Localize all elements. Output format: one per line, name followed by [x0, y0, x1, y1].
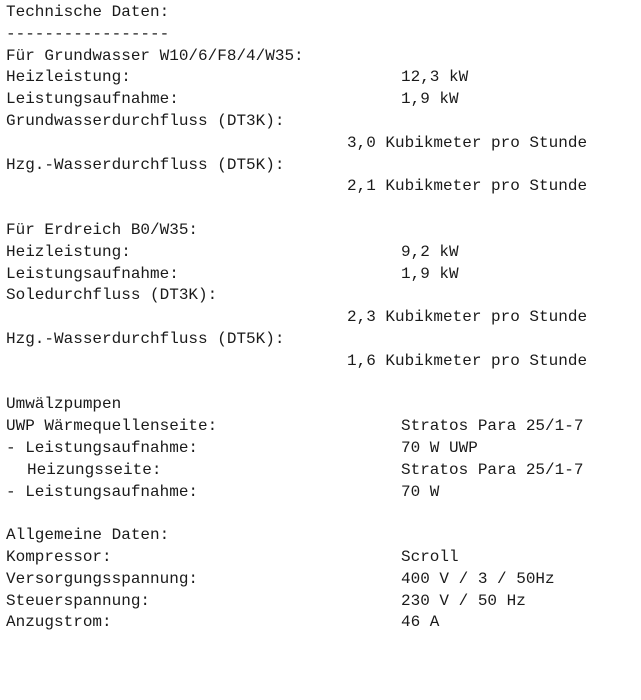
allgemein-kompressor-label: Kompressor: — [6, 547, 112, 566]
allgemein-heading-row — [6, 525, 636, 547]
pumpen-waermequelle-value: Stratos Para 25/1-7 — [401, 417, 584, 436]
allgemein-kompressor-value: Scroll — [401, 547, 459, 566]
pumpen-heizung-leistung-row — [6, 482, 636, 504]
allgemein-steuer-value: 230 V / 50 Hz — [401, 591, 526, 610]
allgemein-anzug-row — [6, 612, 636, 634]
allgemein-versorgung-label: Versorgungsspannung: — [6, 569, 199, 588]
erdreich-hzg-label: Hzg.-Wasserdurchfluss (DT5K): — [6, 329, 285, 348]
pumpen-heizung-leistung-value: 70 W — [401, 482, 440, 501]
allgemein-kompressor-row — [6, 547, 636, 569]
grundwasser-durchfluss-value-row — [6, 133, 636, 155]
grundwasser-leistungsaufnahme-label: Leistungsaufnahme: — [6, 90, 179, 109]
erdreich-hzg-label-row — [6, 329, 636, 351]
pumpen-waermequelle-label: UWP Wärmequellenseite: — [6, 417, 218, 436]
allgemein-steuer-row — [6, 591, 636, 613]
pumpen-heading: Umwälzpumpen — [6, 395, 122, 414]
blank-line — [6, 373, 636, 395]
grundwasser-leistungsaufnahme-row — [6, 89, 636, 111]
erdreich-durchfluss-label-row — [6, 285, 636, 307]
pumpen-waermequelle-leistung-value: 70 W UWP — [401, 438, 478, 457]
pumpen-heizung-value: Stratos Para 25/1-7 — [401, 460, 584, 479]
blank-line — [6, 503, 636, 525]
pumpen-heading-row — [6, 394, 636, 416]
document-title-row — [6, 2, 636, 24]
pumpen-waermequelle-leistung-label: - Leistungsaufnahme: — [6, 438, 199, 457]
document-title: Technische Daten: — [6, 3, 170, 21]
technical-data-document — [6, 2, 636, 634]
erdreich-heading-row — [6, 220, 636, 242]
erdreich-durchfluss-value-row — [6, 307, 636, 329]
allgemein-heading: Allgemeine Daten: — [6, 526, 170, 545]
erdreich-heizleistung-value: 9,2 kW — [401, 242, 459, 261]
allgemein-versorgung-value: 400 V / 3 / 50Hz — [401, 569, 555, 588]
allgemein-versorgung-row — [6, 569, 636, 591]
allgemein-steuer-label: Steuerspannung: — [6, 591, 151, 610]
title-divider-row — [6, 24, 636, 46]
erdreich-leistungsaufnahme-row — [6, 264, 636, 286]
pumpen-heizung-leistung-label: - Leistungsaufnahme: — [6, 482, 199, 501]
erdreich-leistungsaufnahme-label: Leistungsaufnahme: — [6, 264, 179, 283]
pumpen-heizung-row — [6, 460, 636, 482]
grundwasser-durchfluss-label: Grundwasserdurchfluss (DT3K): — [6, 111, 285, 130]
grundwasser-heizleistung-row — [6, 67, 636, 89]
grundwasser-heading-row — [6, 46, 636, 68]
blank-line — [6, 198, 636, 220]
erdreich-heading: Für Erdreich B0/W35: — [6, 220, 199, 239]
erdreich-heizleistung-row — [6, 242, 636, 264]
grundwasser-hzg-value: 2,1 Kubikmeter pro Stunde — [347, 177, 588, 196]
erdreich-hzg-value-row — [6, 351, 636, 373]
allgemein-anzug-value: 46 A — [401, 613, 440, 632]
grundwasser-heading: Für Grundwasser W10/6/F8/4/W35: — [6, 46, 304, 65]
grundwasser-leistungsaufnahme-value: 1,9 kW — [401, 90, 459, 109]
grundwasser-hzg-value-row — [6, 176, 636, 198]
allgemein-anzug-label: Anzugstrom: — [6, 613, 112, 632]
erdreich-heizleistung-label: Heizleistung: — [6, 242, 131, 261]
title-divider: ----------------- — [6, 24, 170, 43]
erdreich-durchfluss-value: 2,3 Kubikmeter pro Stunde — [347, 308, 588, 327]
pumpen-heizung-label: Heizungsseite: — [27, 460, 162, 479]
erdreich-durchfluss-label: Soledurchfluss (DT3K): — [6, 286, 218, 305]
pumpen-waermequelle-leistung-row — [6, 438, 636, 460]
grundwasser-heizleistung-label: Heizleistung: — [6, 68, 131, 87]
erdreich-hzg-value: 1,6 Kubikmeter pro Stunde — [347, 351, 588, 370]
pumpen-waermequelle-row — [6, 416, 636, 438]
erdreich-leistungsaufnahme-value: 1,9 kW — [401, 264, 459, 283]
grundwasser-hzg-label-row — [6, 155, 636, 177]
grundwasser-durchfluss-label-row — [6, 111, 636, 133]
grundwasser-hzg-label: Hzg.-Wasserdurchfluss (DT5K): — [6, 155, 285, 174]
grundwasser-durchfluss-value: 3,0 Kubikmeter pro Stunde — [347, 133, 588, 152]
grundwasser-heizleistung-value: 12,3 kW — [401, 68, 469, 87]
